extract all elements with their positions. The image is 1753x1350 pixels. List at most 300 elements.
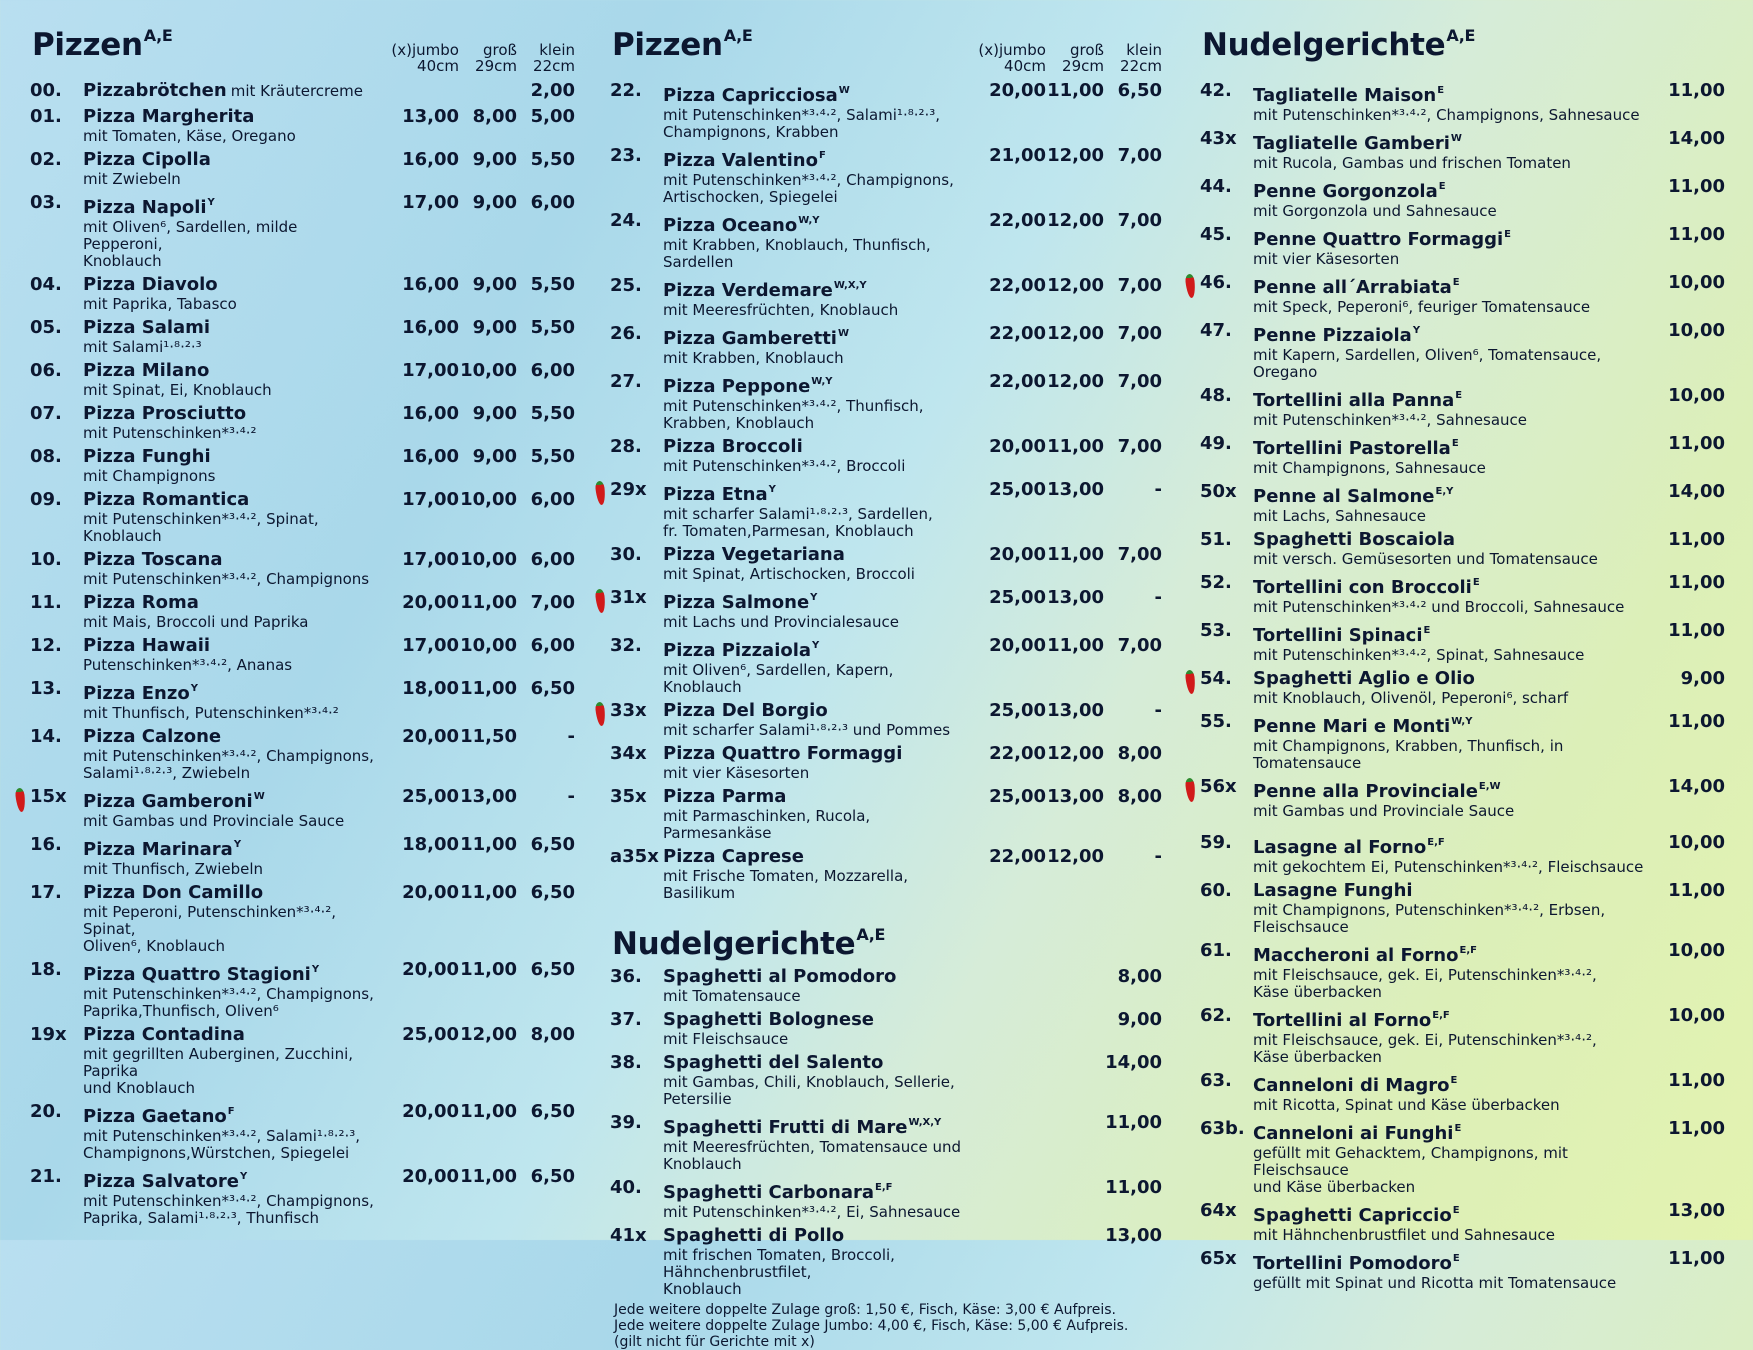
item-body <box>663 786 968 842</box>
price-jumbo: 20,00 <box>989 635 1046 656</box>
price: 13,00 <box>1105 1225 1162 1246</box>
item-description: mit Meeresfrüchten, Tomatensauce und Knoblauch <box>663 1138 962 1173</box>
item-body <box>83 403 381 442</box>
item-prices <box>968 479 1162 501</box>
price-gross: 11,00 <box>460 1101 517 1122</box>
price: 11,00 <box>1668 711 1725 732</box>
menu-item <box>30 547 575 588</box>
price-jumbo: 20,00 <box>989 436 1046 457</box>
menu-item <box>1200 938 1725 1001</box>
item-name <box>83 274 381 296</box>
item-name <box>663 479 968 506</box>
item-prices <box>381 726 575 748</box>
price-klein: 6,00 <box>530 635 575 656</box>
item-name-text: Spaghetti Boscaiola <box>1253 529 1456 550</box>
menu-item <box>610 542 1162 583</box>
menu-item <box>610 784 1162 842</box>
item-prices <box>1667 711 1725 733</box>
menu-item <box>30 78 575 102</box>
item-number: 04. <box>30 274 62 295</box>
price-jumbo: 21,00 <box>989 145 1046 166</box>
item-number: 46. <box>1200 272 1232 293</box>
item-body <box>83 317 381 356</box>
item-name-text: Spaghetti Carbonara <box>663 1182 875 1203</box>
item-name <box>1253 481 1667 508</box>
allergen-codes: W <box>838 85 850 96</box>
item-name <box>663 210 968 237</box>
item-prices <box>1667 1200 1725 1222</box>
pasta-list <box>1200 78 1725 1292</box>
item-prices <box>968 145 1162 167</box>
item-name-text: Pizza Contadina <box>83 1024 245 1045</box>
item-name <box>1253 272 1667 299</box>
menu-item <box>1200 270 1725 316</box>
item-name <box>1253 620 1667 647</box>
item-body <box>1253 433 1667 477</box>
item-number: 25. <box>610 275 642 296</box>
item-name <box>83 786 381 813</box>
price-klein: 6,50 <box>530 678 575 699</box>
item-body <box>83 1101 381 1162</box>
item-body <box>83 549 381 588</box>
chili-pepper-icon <box>595 589 606 614</box>
item-body <box>83 882 381 955</box>
item-name-text: Spaghetti Aglio e Olio <box>1253 668 1475 689</box>
menu-item <box>610 369 1162 432</box>
item-prices <box>968 323 1162 345</box>
chili-pepper-icon <box>1185 778 1196 803</box>
price-klein: 6,50 <box>530 834 575 855</box>
price: 10,00 <box>1668 940 1725 961</box>
item-name <box>663 323 968 350</box>
item-name <box>1253 176 1667 203</box>
price-klein: 7,00 <box>1117 210 1162 231</box>
item-name <box>1253 668 1667 690</box>
price-klein: 5,50 <box>530 317 575 338</box>
item-prices <box>381 635 575 657</box>
price-gross: 11,00 <box>1047 436 1104 457</box>
item-name <box>1253 572 1667 599</box>
menu-item <box>610 1223 1162 1298</box>
item-description: mit Oliven⁶, Sardellen, milde Pepperoni, Knoblauch <box>83 218 298 270</box>
item-name-text: Pizza Caprese <box>663 846 804 867</box>
item-description: mit Putenschinken*³·⁴·² <box>83 424 257 442</box>
item-description: mit Salami¹·⁸·²·³ <box>83 338 202 356</box>
price-gross: 10,00 <box>460 635 517 656</box>
item-body <box>663 275 968 319</box>
item-prices <box>381 149 575 171</box>
item-body <box>1253 176 1667 220</box>
item-number: 11. <box>30 592 62 613</box>
item-number: 54. <box>1200 668 1232 689</box>
item-name-text: Pizza Valentino <box>663 150 818 171</box>
item-prices <box>968 786 1162 808</box>
item-prices <box>1667 776 1725 798</box>
item-name-text: Pizza Marinara <box>83 839 233 860</box>
menu-item <box>1200 709 1725 772</box>
price-klein: 7,00 <box>1117 275 1162 296</box>
chili-pepper-icon <box>15 788 26 813</box>
item-name <box>1253 385 1667 412</box>
price-jumbo: 16,00 <box>402 274 459 295</box>
item-name-text: Tortellini Pastorella <box>1253 438 1451 459</box>
price-klein: 5,50 <box>530 149 575 170</box>
item-name-text: Spaghetti Frutti di Mare <box>663 1117 908 1138</box>
note-line: Jede weitere doppelte Zulage Jumbo: 4,00 €, Fisch, Käse: 5,00 € Aufpreis. <box>614 1318 1129 1334</box>
item-number: 13. <box>30 678 62 699</box>
allergen-codes: F <box>818 150 826 161</box>
price-klein: 6,50 <box>530 959 575 980</box>
price-jumbo: 20,00 <box>402 882 459 903</box>
menu-item <box>610 1007 1162 1048</box>
price-jumbo: 22,00 <box>989 743 1046 764</box>
price-gross: 12,00 <box>1047 743 1104 764</box>
item-name-text: Pizza Gaetano <box>83 1106 227 1127</box>
item-description: mit Putenschinken*³·⁴·², Salami¹·⁸·²·³, Champignons,Würstchen, Spiegelei <box>83 1127 361 1162</box>
item-name <box>1253 128 1667 155</box>
item-body <box>83 1166 381 1227</box>
price-jumbo: 25,00 <box>402 1024 459 1045</box>
allergen-codes: Y <box>239 1171 248 1182</box>
item-number: 38. <box>610 1052 642 1073</box>
allergen-codes: E <box>1438 181 1446 192</box>
price-klein: 7,00 <box>1117 371 1162 392</box>
size-jumbo-label: (x)jumbo 40cm <box>978 41 1046 75</box>
item-number: 22. <box>610 80 642 101</box>
item-prices <box>381 549 575 571</box>
item-number: 24. <box>610 210 642 231</box>
price-jumbo: 25,00 <box>989 700 1046 721</box>
price-klein: 5,50 <box>530 403 575 424</box>
item-name-text: Spaghetti Bolognese <box>663 1009 874 1030</box>
allergen-codes: W,Y <box>1451 716 1473 727</box>
price-klein: 6,50 <box>530 1101 575 1122</box>
price-jumbo: 17,00 <box>402 635 459 656</box>
allergen-codes: E <box>1452 1205 1460 1216</box>
item-name-text: Pizza Capricciosa <box>663 85 838 106</box>
price: 11,00 <box>1668 80 1725 101</box>
price-jumbo: 22,00 <box>989 846 1046 867</box>
item-number: 43x <box>1200 128 1237 149</box>
price-jumbo: 18,00 <box>402 678 459 699</box>
item-number: 16. <box>30 834 62 855</box>
item-name-text: Tortellini Spinaci <box>1253 625 1423 646</box>
item-name <box>663 635 968 662</box>
pizza-list <box>610 78 1162 902</box>
item-prices <box>1104 1009 1162 1031</box>
item-name-text: Penne Pizzaiola <box>1253 325 1412 346</box>
price-jumbo: 25,00 <box>989 479 1046 500</box>
item-name-text: Spaghetti del Salento <box>663 1052 884 1073</box>
item-prices <box>1104 1112 1162 1134</box>
price: 9,00 <box>1117 1009 1162 1030</box>
item-description: mit Knoblauch, Olivenöl, Peperoni⁶, scharf <box>1253 689 1569 707</box>
allergen-codes: Y <box>1412 325 1421 336</box>
menu-item <box>1200 618 1725 664</box>
item-prices <box>1667 385 1725 407</box>
item-number: 61. <box>1200 940 1232 961</box>
menu-item <box>610 78 1162 141</box>
menu-item <box>30 784 575 830</box>
item-name <box>83 635 381 657</box>
price: 10,00 <box>1668 320 1725 341</box>
price-jumbo: 20,00 <box>402 1166 459 1187</box>
item-body <box>83 726 381 782</box>
item-body <box>1253 1118 1667 1196</box>
item-name <box>83 360 381 382</box>
item-name <box>1253 776 1667 803</box>
price-klein: 7,00 <box>1117 635 1162 656</box>
item-name <box>1253 433 1667 460</box>
item-name-text: Pizza Etna <box>663 484 768 505</box>
item-number: 62. <box>1200 1005 1232 1026</box>
item-name-text: Pizza Funghi <box>83 446 211 467</box>
item-body <box>1253 668 1667 707</box>
menu-item <box>30 1099 575 1162</box>
item-name-text: Pizza Quattro Formaggi <box>663 743 903 764</box>
item-prices <box>381 446 575 468</box>
item-description: mit Spinat, Artischocken, Broccoli <box>663 565 915 583</box>
allergen-codes: E <box>1504 229 1511 240</box>
price: 11,00 <box>1105 1177 1162 1198</box>
menu-item <box>610 1175 1162 1221</box>
item-number: 44. <box>1200 176 1232 197</box>
price-gross: 11,00 <box>1047 635 1104 656</box>
item-body <box>1253 776 1667 820</box>
item-body <box>83 149 381 188</box>
item-description: Putenschinken*³·⁴·², Ananas <box>83 656 293 674</box>
item-name-text: Pizza Napoli <box>83 197 207 218</box>
price-jumbo: 20,00 <box>402 1101 459 1122</box>
item-description: mit Putenschinken*³·⁴·², Ei, Sahnesauce <box>663 1203 961 1221</box>
item-name-text: Tortellini alla Panna <box>1253 390 1455 411</box>
price-klein: 5,00 <box>530 106 575 127</box>
item-name <box>1253 1005 1667 1032</box>
item-description: mit Parmaschinken, Rucola, Parmesankäse <box>663 807 871 842</box>
item-description: mit Mais, Broccoli und Paprika <box>83 613 309 631</box>
item-prices <box>1667 320 1725 342</box>
item-name <box>1253 1200 1667 1227</box>
section-title: Pizzen$^{A,E}$ <box>612 26 753 63</box>
chili-pepper-icon <box>595 702 606 727</box>
item-number: 01. <box>30 106 62 127</box>
item-body <box>83 360 381 399</box>
item-number: 63. <box>1200 1070 1232 1091</box>
price: 9,00 <box>1680 668 1725 689</box>
item-number: 20. <box>30 1101 62 1122</box>
item-name-text: Pizza Quattro Stagioni <box>83 964 311 985</box>
menu-item <box>30 832 575 878</box>
item-number: 36. <box>610 966 642 987</box>
allergen-codes: W,X,Y <box>833 280 867 291</box>
item-number: 56x <box>1200 776 1237 797</box>
price-gross: 9,00 <box>472 317 517 338</box>
item-description: gefüllt mit Spinat und Ricotta mit Tomatensauce <box>1253 1274 1617 1292</box>
allergen-codes: E,F <box>1459 945 1477 956</box>
item-name-text: Pizza Salmone <box>663 592 810 613</box>
item-prices <box>381 1101 575 1123</box>
allergen-codes: W,X,Y <box>908 1117 942 1128</box>
item-number: 28. <box>610 436 642 457</box>
price-klein: 7,00 <box>1117 436 1162 457</box>
menu-item <box>1200 479 1725 525</box>
item-prices <box>1667 272 1725 294</box>
item-name <box>663 544 968 566</box>
item-prices <box>381 403 575 425</box>
menu-item <box>610 844 1162 902</box>
price-klein: 6,00 <box>530 360 575 381</box>
allergen-codes: Y <box>233 839 242 850</box>
price-klein: - <box>1154 700 1162 721</box>
price-klein: 6,50 <box>530 882 575 903</box>
price: 13,00 <box>1668 1200 1725 1221</box>
item-body <box>1253 529 1667 568</box>
price-klein: 2,00 <box>530 80 575 101</box>
item-prices <box>1667 880 1725 902</box>
item-number: 35x <box>610 786 647 807</box>
item-name <box>1253 80 1667 107</box>
item-prices <box>1667 620 1725 642</box>
item-number: 31x <box>610 587 647 608</box>
item-number: 51. <box>1200 529 1232 550</box>
item-body <box>663 1009 1104 1048</box>
item-name <box>1253 529 1667 551</box>
item-prices <box>968 275 1162 297</box>
item-number: 34x <box>610 743 647 764</box>
price-jumbo: 22,00 <box>989 275 1046 296</box>
item-number: 03. <box>30 192 62 213</box>
column-header <box>610 22 1162 78</box>
item-body <box>1253 1070 1667 1114</box>
item-name <box>663 587 968 614</box>
item-description: mit Lachs und Provincialesauce <box>663 613 899 631</box>
item-number: 49. <box>1200 433 1232 454</box>
item-prices <box>1667 529 1725 551</box>
item-body <box>663 1225 1104 1298</box>
item-body <box>83 678 381 722</box>
price-jumbo: 20,00 <box>402 592 459 613</box>
item-body <box>663 80 968 141</box>
price-jumbo: 13,00 <box>402 106 459 127</box>
item-description: mit Krabben, Knoblauch, Thunfisch, Sardellen <box>663 236 931 271</box>
price-gross: 12,00 <box>1047 371 1104 392</box>
item-description: mit Putenschinken*³·⁴·², Champignons, Sahnesauce <box>1253 106 1640 124</box>
item-description: mit Krabben, Knoblauch <box>663 349 844 367</box>
menu-item <box>1200 222 1725 268</box>
item-number: 42. <box>1200 80 1232 101</box>
item-prices <box>381 360 575 382</box>
size-labels <box>968 42 1162 74</box>
item-description: mit Thunfisch, Putenschinken*³·⁴·² <box>83 704 339 722</box>
price-gross: 10,00 <box>460 489 517 510</box>
menu-item <box>610 208 1162 271</box>
size-klein-label: klein 22cm <box>533 41 575 75</box>
item-number: 65x <box>1200 1248 1237 1269</box>
item-prices <box>381 1024 575 1046</box>
allergen-codes: E,Y <box>1435 486 1454 497</box>
price-klein: 8,00 <box>530 1024 575 1045</box>
item-description: mit Champignons, Putenschinken*³·⁴·², Erbsen, Fleischsauce <box>1253 901 1606 936</box>
price-klein: - <box>1154 587 1162 608</box>
price-gross: 9,00 <box>472 274 517 295</box>
price-gross: 11,00 <box>460 834 517 855</box>
item-prices <box>1667 433 1725 455</box>
item-prices <box>1667 176 1725 198</box>
price-jumbo: 17,00 <box>402 192 459 213</box>
price: 11,00 <box>1668 1070 1725 1091</box>
price-jumbo: 20,00 <box>402 726 459 747</box>
item-name <box>1253 224 1667 251</box>
price-klein: 7,00 <box>530 592 575 613</box>
price-klein: 5,50 <box>530 446 575 467</box>
menu-item <box>30 1022 575 1097</box>
item-body <box>663 700 968 739</box>
item-description: mit gekochtem Ei, Putenschinken*³·⁴·², Fleischsauce <box>1253 858 1644 876</box>
item-number: 59. <box>1200 832 1232 853</box>
item-description: mit Paprika, Tabasco <box>83 295 237 313</box>
menu-item <box>30 487 575 545</box>
item-number: 21. <box>30 1166 62 1187</box>
item-name <box>663 966 1104 988</box>
item-prices <box>1667 481 1725 503</box>
menu-item <box>1200 1116 1725 1196</box>
item-number: 39. <box>610 1112 642 1133</box>
menu-item <box>1200 830 1725 876</box>
price-jumbo: 22,00 <box>989 323 1046 344</box>
item-number: 23. <box>610 145 642 166</box>
item-name <box>663 275 968 302</box>
menu-item <box>1200 1246 1725 1292</box>
item-body <box>1253 572 1667 616</box>
price: 11,00 <box>1668 176 1725 197</box>
menu-item <box>30 147 575 188</box>
size-labels <box>381 42 575 74</box>
chili-pepper-icon <box>595 481 606 506</box>
price-klein: 7,00 <box>1117 544 1162 565</box>
allergen-codes: W,Y <box>811 376 833 387</box>
item-body <box>83 786 381 830</box>
item-prices <box>381 80 575 102</box>
menu-item <box>30 957 575 1020</box>
price-klein: 6,50 <box>530 1166 575 1187</box>
item-number: 29x <box>610 479 647 500</box>
price-jumbo: 17,00 <box>402 360 459 381</box>
price-gross: 11,00 <box>460 592 517 613</box>
price-gross: 11,00 <box>460 959 517 980</box>
item-prices <box>1667 668 1725 690</box>
item-description: mit Kapern, Sardellen, Oliven⁶, Tomatensauce, Oregano <box>1253 346 1602 381</box>
item-name <box>1253 1070 1667 1097</box>
allergen-codes: Y <box>190 683 198 694</box>
item-number: 10. <box>30 549 62 570</box>
price-klein: 6,00 <box>530 549 575 570</box>
price: 11,00 <box>1668 572 1725 593</box>
item-number: 19x <box>30 1024 67 1045</box>
price-jumbo: 16,00 <box>402 149 459 170</box>
price-jumbo: 22,00 <box>989 210 1046 231</box>
menu-item <box>610 321 1162 367</box>
item-number: 40. <box>610 1177 642 1198</box>
item-name-text: Canneloni di Magro <box>1253 1075 1450 1096</box>
price-klein: 6,50 <box>1117 80 1162 101</box>
price-jumbo: 17,00 <box>402 489 459 510</box>
allergen-codes: E,F <box>1432 1010 1450 1021</box>
item-body <box>663 544 968 583</box>
price-klein: 8,00 <box>1117 786 1162 807</box>
menu-item <box>30 104 575 145</box>
item-body <box>83 192 381 270</box>
price-gross: 8,00 <box>472 106 517 127</box>
